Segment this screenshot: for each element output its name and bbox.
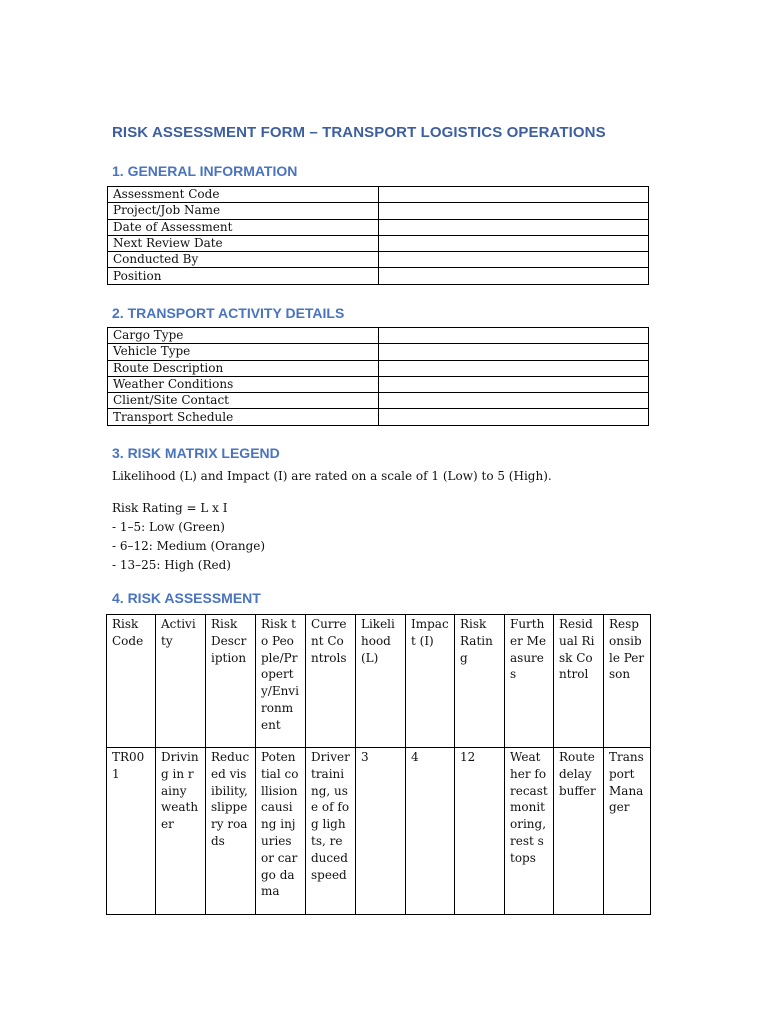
column-header: Risk to People/Property/Environment <box>256 615 306 748</box>
column-header: Risk Code <box>107 615 156 748</box>
field-label: Vehicle Type <box>108 344 379 360</box>
table-row <box>108 235 649 251</box>
field-value[interactable] <box>379 360 649 376</box>
field-value[interactable] <box>379 376 649 392</box>
table-row <box>108 203 649 219</box>
table-cell: Weather forecast monitoring, rest stops <box>505 748 554 915</box>
legend-intro: Likelihood (L) and Impact (I) are rated on a scale of 1 (Low) to 5 (High). <box>112 469 552 483</box>
field-value[interactable] <box>379 203 649 219</box>
table-cell: Potential collision causing injuries or cargo dama <box>256 748 306 915</box>
field-label: Next Review Date <box>108 235 379 251</box>
section-heading-legend: 3. RISK MATRIX LEGEND <box>112 445 280 461</box>
column-header: Activity <box>156 615 206 748</box>
field-value[interactable] <box>379 268 649 284</box>
table-row <box>108 187 649 203</box>
table-header-row <box>107 615 651 748</box>
table-row <box>108 376 649 392</box>
column-header: Risk Description <box>206 615 256 748</box>
legend-level-low: - 1–5: Low (Green) <box>112 520 225 534</box>
table-row <box>108 393 649 409</box>
transport-details-table <box>107 327 649 426</box>
field-value[interactable] <box>379 252 649 268</box>
section-heading-general: 1. GENERAL INFORMATION <box>112 163 298 179</box>
table-cell: Route delay buffer <box>554 748 604 915</box>
column-header: Impact (I) <box>406 615 455 748</box>
table-cell: 12 <box>455 748 505 915</box>
section-heading-assessment: 4. RISK ASSESSMENT <box>112 590 261 606</box>
legend-level-medium: - 6–12: Medium (Orange) <box>112 539 266 553</box>
field-label: Transport Schedule <box>108 409 379 425</box>
table-row <box>108 219 649 235</box>
column-header: Current Controls <box>306 615 356 748</box>
field-value[interactable] <box>379 409 649 425</box>
table-row <box>108 344 649 360</box>
table-row <box>108 328 649 344</box>
table-row <box>107 748 651 915</box>
table-cell: TR001 <box>107 748 156 915</box>
page-title: RISK ASSESSMENT FORM – TRANSPORT LOGISTICS OPERATIONS <box>112 124 606 141</box>
table-cell: 4 <box>406 748 455 915</box>
table-row <box>108 409 649 425</box>
field-label: Client/Site Contact <box>108 393 379 409</box>
field-label: Route Description <box>108 360 379 376</box>
legend-level-high: - 13–25: High (Red) <box>112 558 231 572</box>
table-cell: 3 <box>356 748 406 915</box>
field-label: Weather Conditions <box>108 376 379 392</box>
field-value[interactable] <box>379 328 649 344</box>
table-cell: Transport Manager <box>604 748 651 915</box>
section-heading-transport: 2. TRANSPORT ACTIVITY DETAILS <box>112 305 345 321</box>
field-label: Position <box>108 268 379 284</box>
table-row <box>108 360 649 376</box>
field-label: Conducted By <box>108 252 379 268</box>
legend-formula: Risk Rating = L x I <box>112 501 228 515</box>
table-cell: Driving in rainy weather <box>156 748 206 915</box>
column-header: Risk Rating <box>455 615 505 748</box>
field-value[interactable] <box>379 393 649 409</box>
column-header: Likelihood (L) <box>356 615 406 748</box>
field-value[interactable] <box>379 219 649 235</box>
column-header: Residual Risk Control <box>554 615 604 748</box>
column-header: Responsible Person <box>604 615 651 748</box>
table-row <box>108 252 649 268</box>
table-row <box>108 268 649 284</box>
field-label: Date of Assessment <box>108 219 379 235</box>
table-cell: Reduced visibility, slippery roads <box>206 748 256 915</box>
field-label: Assessment Code <box>108 187 379 203</box>
field-value[interactable] <box>379 187 649 203</box>
field-value[interactable] <box>379 235 649 251</box>
field-label: Cargo Type <box>108 328 379 344</box>
table-cell: Driver training, use of fog lights, reduced speed <box>306 748 356 915</box>
column-header: Further Measures <box>505 615 554 748</box>
general-info-table <box>107 186 649 285</box>
field-value[interactable] <box>379 344 649 360</box>
risk-assessment-table <box>106 614 651 915</box>
field-label: Project/Job Name <box>108 203 379 219</box>
